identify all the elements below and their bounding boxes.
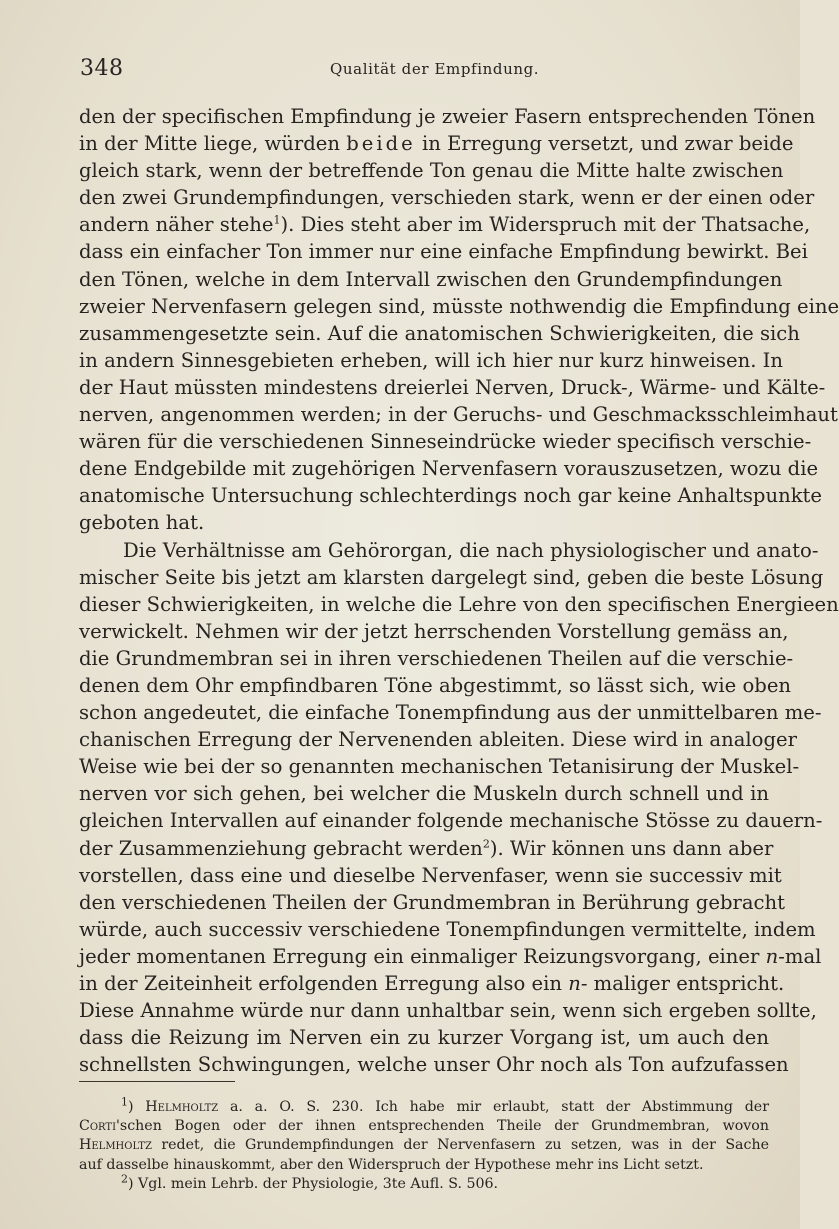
text-line: mischer Seite bis jetzt am klarsten dargelegt sind, geben die beste Lösung bbox=[79, 565, 824, 589]
footnote-marker: 2 bbox=[121, 1172, 128, 1186]
footnote-2 bbox=[79, 1172, 769, 1194]
footnote-1 bbox=[79, 1095, 769, 1175]
footnote-line: Helmholtz redet, die Grundempfindungen der Nervenfasern zu setzen, was in der Sache bbox=[79, 1137, 769, 1154]
text-line: chanischen Erregung der Nervenenden ableiten. Diese wird in analoger bbox=[79, 728, 797, 752]
variable-n: n bbox=[568, 972, 581, 995]
text-line: gleichen Intervallen auf einander folgende mechanische Stösse zu dauern- bbox=[79, 809, 823, 833]
text-line: den der specifischen Empfindung je zweier Fasern entsprechenden Tönen bbox=[79, 105, 816, 128]
text-line: vorstellen, dass eine und dieselbe Nervenfaser, wenn sie successiv mit bbox=[79, 863, 782, 887]
text-line: dene Endgebilde mit zugehörigen Nervenfasern vorauszusetzen, wozu die bbox=[79, 457, 819, 481]
footnote-ref: 1 bbox=[273, 213, 281, 227]
text-line: gleich stark, wenn der betreffende Ton genau die Mitte halte zwischen bbox=[79, 159, 784, 183]
running-head: Qualität der Empfindung. bbox=[330, 60, 540, 78]
text-line: denen dem Ohr empfindbaren Töne abgestimmt, so lässt sich, wie oben bbox=[79, 673, 792, 697]
footnote-divider bbox=[79, 1081, 235, 1082]
author-name: Helmholtz bbox=[79, 1137, 152, 1154]
text-line: schon angedeutet, die einfache Tonempfindung aus der unmittelbaren me- bbox=[79, 701, 822, 725]
text-line: dieser Schwierigkeiten, in welche die Lehre von den specifischen Energieen bbox=[79, 592, 839, 616]
text-line: Weise wie bei der so genannten mechanischen Tetanisirung der Muskel- bbox=[79, 755, 800, 779]
text-line: würde, auch successiv verschiedene Tonempfindungen vermittelte, indem bbox=[79, 917, 816, 941]
author-name: Corti bbox=[79, 1118, 117, 1135]
text-line: den verschiedenen Theilen der Grundmembran in Berührung gebracht bbox=[79, 890, 785, 914]
text-line: der Zusammenziehung gebracht werden$^2$). Wir können uns dann aber bbox=[79, 836, 774, 860]
text-line: zweier Nervenfasern gelegen sind, müsste nothwendig die Empfindung eine bbox=[79, 294, 839, 318]
text-line: nerven, angenommen werden; in der Geruchs- und Geschmacksschleimhaut bbox=[79, 403, 838, 427]
text-line: Diese Annahme würde nur dann unhaltbar sein, wenn sich ergeben sollte, bbox=[79, 999, 817, 1023]
text-line: verwickelt. Nehmen wir der jetzt herrschenden Vorstellung gemäss an, bbox=[79, 619, 789, 643]
text-line: geboten hat. bbox=[79, 511, 205, 535]
footnote-line: $^1$) Helmholtz a. a. O. S. 230. Ich habe mir erlaubt, statt der Abstimmung der bbox=[121, 1095, 769, 1115]
text-line: Die Verhältnisse am Gehörorgan, die nach physiologischer und anato- bbox=[123, 538, 819, 562]
footnote-line: auf dasselbe hinauskommt, aber den Widerspruch der Hypothese mehr ins Licht setzt. bbox=[79, 1156, 704, 1173]
text-line: jeder momentanen Erregung ein einmaliger Reizungsvorgang, einer n-mal bbox=[79, 944, 822, 968]
text-line: der Haut müssten mindestens dreierlei Nerven, Druck-, Wärme- und Kälte- bbox=[79, 375, 826, 399]
author-name: Helmholtz bbox=[145, 1099, 219, 1115]
text-line: anatomische Untersuchung schlechterdings noch gar keine Anhaltspunkte bbox=[79, 484, 823, 508]
text-line: den zwei Grundempfindungen, verschieden stark, wenn er der einen oder bbox=[79, 186, 815, 210]
text-line: die Grundmembran sei in ihren verschiedenen Theilen auf die verschie- bbox=[79, 646, 794, 670]
text-line: in der Zeiteinheit erfolgenden Erregung also ein n- maliger entspricht. bbox=[79, 972, 785, 995]
text-line: wären für die verschiedenen Sinneseindrücke wieder specifisch verschie- bbox=[79, 430, 812, 454]
footnote-marker: 1 bbox=[121, 1095, 128, 1109]
text-line: den Tönen, welche in dem Intervall zwischen den Grundempfindungen bbox=[79, 267, 783, 291]
text-line: in andern Sinnesgebieten erheben, will ich hier nur kurz hinweisen. In bbox=[79, 348, 784, 372]
text-line: zusammengesetzte sein. Auf die anatomischen Schwierigkeiten, die sich bbox=[79, 321, 800, 345]
paragraph-1 bbox=[79, 103, 839, 537]
footnote-line: $^2$) Vgl. mein Lehrb. der Physiologie, 3te Aufl. S. 506. bbox=[121, 1172, 499, 1192]
variable-n: n bbox=[765, 944, 779, 968]
page-number: 348 bbox=[80, 56, 124, 81]
text-line: schnellsten Schwingungen, welche unser Ohr noch als Ton aufzufassen bbox=[79, 1053, 789, 1077]
paragraph-2 bbox=[79, 537, 839, 1079]
footnote-line: Corti'schen Bogen oder der ihnen entsprechenden Theile der Grundmembran, wovon bbox=[79, 1118, 769, 1135]
text-line: in der Mitte liege, würden beide in Erregung versetzt, und zwar beide bbox=[79, 132, 794, 156]
footnote-ref: 2 bbox=[482, 837, 490, 850]
emphasis: beide bbox=[346, 132, 416, 156]
text-line: dass die Reizung im Nerven ein zu kurzer Vorgang ist, um auch den bbox=[79, 1026, 769, 1050]
page-header bbox=[80, 56, 770, 86]
footnotes bbox=[79, 1095, 769, 1194]
text-line: nerven vor sich gehen, bei welcher die Muskeln durch schnell und in bbox=[79, 782, 769, 806]
text-line: andern näher stehe$^1$). Dies steht aber im Widerspruch mit der Thatsache, bbox=[79, 213, 811, 237]
text-line: dass ein einfacher Ton immer nur eine einfache Empfindung bewirkt. Bei bbox=[79, 240, 808, 264]
body-text bbox=[79, 103, 839, 1078]
